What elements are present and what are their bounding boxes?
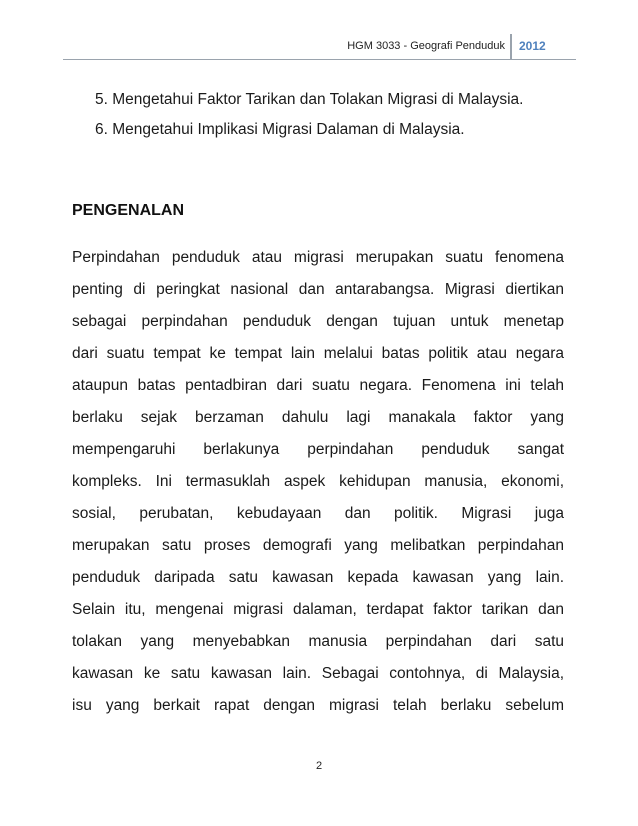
paragraph-line: kompleks. Ini termasuklah aspek kehidupan manusia, ekonomi, — [72, 473, 564, 490]
paragraph-line: sosial, perubatan, kebudayaan dan politik. Migrasi juga — [72, 505, 564, 522]
paragraph-line: ataupun batas pentadbiran dari suatu negara. Fenomena ini telah — [72, 377, 564, 394]
header-rule — [63, 59, 576, 60]
paragraph-line: dari suatu tempat ke tempat lain melalui batas politik atau negara — [72, 345, 564, 362]
page-header — [0, 34, 638, 60]
objective-item: 6. Mengetahui Implikasi Migrasi Dalaman di Malaysia. — [95, 121, 465, 138]
paragraph-line: mempengaruhi berlakunya perpindahan penduduk sangat — [72, 441, 564, 458]
paragraph-line: merupakan satu proses demografi yang melibatkan perpindahan — [72, 537, 564, 554]
body-paragraph — [72, 242, 564, 722]
header-title: HGM 3033 - Geografi Penduduk — [347, 40, 505, 52]
paragraph-line: isu yang berkait rapat dengan migrasi telah berlaku sebelum — [72, 697, 564, 714]
paragraph-line: sebagai perpindahan penduduk dengan tujuan untuk menetap — [72, 313, 564, 330]
page-number: 2 — [315, 760, 323, 772]
paragraph-line: Perpindahan penduduk atau migrasi merupakan suatu fenomena — [72, 249, 564, 266]
objectives-list — [95, 85, 523, 145]
paragraph-line: Selain itu, mengenai migrasi dalaman, terdapat faktor tarikan dan — [72, 601, 564, 618]
paragraph-line: penduduk daripada satu kawasan kepada kawasan yang lain. — [72, 569, 564, 586]
paragraph-line: tolakan yang menyebabkan manusia perpindahan dari satu — [72, 633, 564, 650]
paragraph-line: kawasan ke satu kawasan lain. Sebagai contohnya, di Malaysia, — [72, 665, 564, 682]
header-separator — [510, 34, 512, 60]
section-title: PENGENALAN — [72, 202, 185, 219]
paragraph-line: penting di peringkat nasional dan antarabangsa. Migrasi diertikan — [72, 281, 564, 298]
paragraph-line: berlaku sejak berzaman dahulu lagi manakala faktor yang — [72, 409, 564, 426]
header-year: 2012 — [519, 39, 546, 53]
objective-item: 5. Mengetahui Faktor Tarikan dan Tolakan Migrasi di Malaysia. — [95, 91, 524, 108]
